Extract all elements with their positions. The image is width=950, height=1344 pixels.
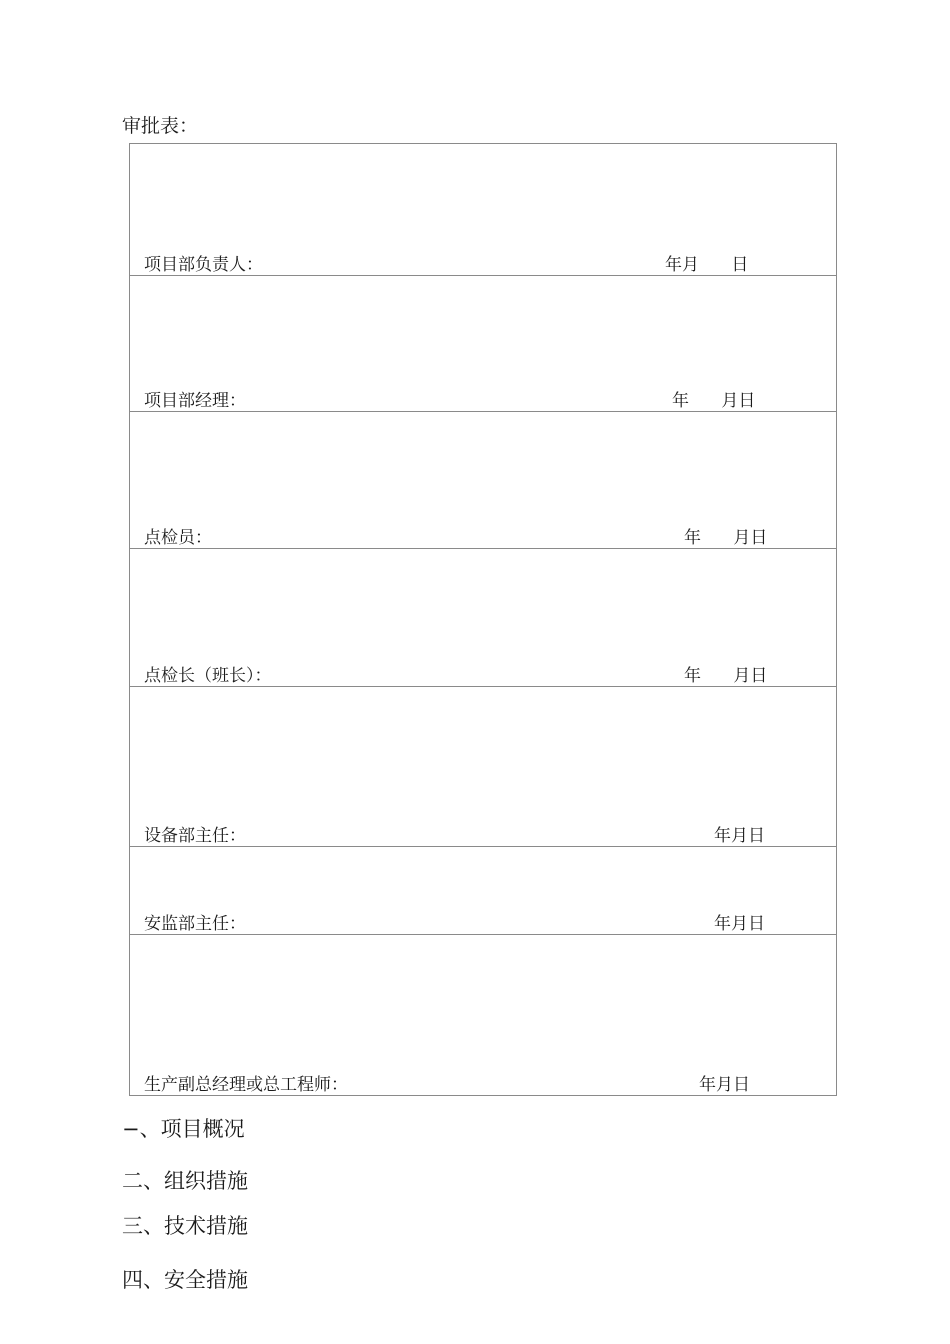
approval-row-project-leader xyxy=(130,144,836,276)
row-label: 点检员： xyxy=(144,528,212,548)
row-date: 年月日 xyxy=(714,826,765,846)
approval-row-project-manager xyxy=(130,275,836,412)
row-date: 年 月日 xyxy=(672,391,756,411)
row-date: 年 月日 xyxy=(684,666,768,686)
approval-row-inspection-lead xyxy=(130,548,836,687)
row-label: 项目部负责人： xyxy=(144,255,263,275)
approval-table xyxy=(129,143,837,1096)
section-heading-technical: 三、技术措施 xyxy=(122,1214,248,1238)
row-label: 生产副总经理或总工程师： xyxy=(144,1075,348,1095)
approval-row-deputy-gm xyxy=(130,934,836,1095)
row-date: 年月 日 xyxy=(665,255,749,275)
row-label: 安监部主任： xyxy=(144,914,246,934)
document-title: 审批表： xyxy=(122,115,199,137)
section-heading-safety: 四、安全措施 xyxy=(122,1268,248,1292)
approval-row-equipment-director xyxy=(130,686,836,847)
row-date: 年月日 xyxy=(714,914,765,934)
approval-row-inspector xyxy=(130,411,836,549)
row-date: 年月日 xyxy=(699,1075,750,1095)
row-label: 点检长（班长）： xyxy=(144,666,272,686)
row-label: 项目部经理： xyxy=(144,391,246,411)
row-label: 设备部主任： xyxy=(144,826,246,846)
row-date: 年 月日 xyxy=(684,528,768,548)
section-heading-overview: −、项目概况 xyxy=(122,1117,245,1141)
section-heading-organization: 二、组织措施 xyxy=(122,1169,248,1193)
approval-row-safety-director xyxy=(130,846,836,935)
